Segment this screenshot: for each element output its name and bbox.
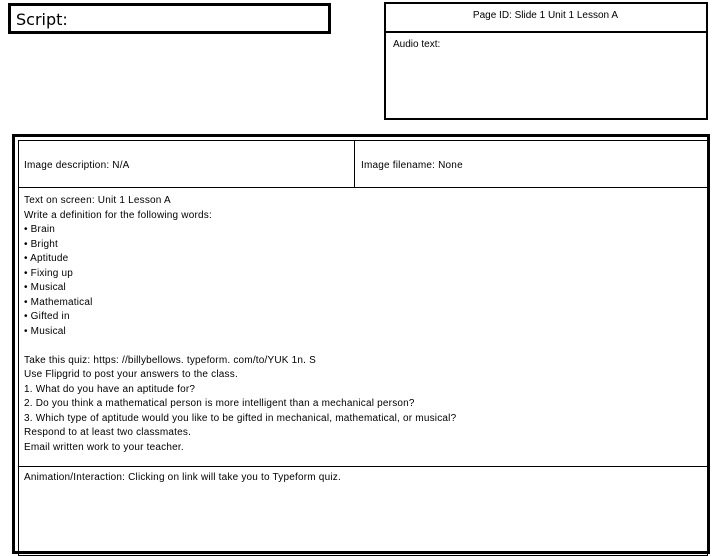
audio-text-label: Audio text: <box>393 39 441 50</box>
script-header-box <box>8 3 331 34</box>
quiz-link-line: Take this quiz: https: //billybellows. typeform. com/to/YUK 1n. S <box>24 354 317 366</box>
slide-details-table <box>12 134 710 554</box>
question-line: 3. Which type of aptitude would you like to be gifted in mechanical, mathematical, or musical? <box>24 412 457 424</box>
list-item: • Bright <box>24 238 59 250</box>
screen-text-line: Respond to at least two classmates. <box>24 427 192 438</box>
screen-text-line: Use Flipgrid to post your answers to the class. <box>24 369 238 380</box>
list-item: • Brain <box>24 224 56 235</box>
list-item: • Musical <box>24 325 66 337</box>
list-item: • Musical <box>24 282 66 293</box>
blank-line <box>24 339 456 354</box>
page-id-label: Page ID: Slide 1 Unit 1 Lesson A <box>472 10 618 21</box>
text-on-screen-cell <box>18 187 708 467</box>
question-line: 2. Do you think a mathematical person is more intelligent than a mechanical person? <box>24 398 415 409</box>
list-item: • Mathematical <box>24 296 93 308</box>
screen-text-line: Text on screen: Unit 1 Lesson A <box>24 195 171 206</box>
screen-text-line: Write a definition for the following words: <box>24 209 212 221</box>
audio-text-box <box>384 31 708 120</box>
question-line: 1. What do you have an aptitude for? <box>24 383 196 395</box>
screen-text-line: Email written work to your teacher. <box>24 441 184 453</box>
page-id-box <box>384 2 708 33</box>
image-description-cell <box>18 140 355 188</box>
list-item: • Gifted in <box>24 311 70 322</box>
list-item: • Fixing up <box>24 267 74 279</box>
image-filename-label: Image filename: None <box>361 160 463 171</box>
image-description-label: Image description: N/A <box>24 160 130 171</box>
animation-interaction-cell <box>18 466 708 556</box>
script-label: Script: <box>16 10 68 29</box>
list-item: • Aptitude <box>24 253 69 264</box>
image-filename-cell <box>354 140 708 188</box>
animation-interaction-label: Animation/Interaction: Clicking on link will take you to Typeform quiz. <box>24 472 341 483</box>
